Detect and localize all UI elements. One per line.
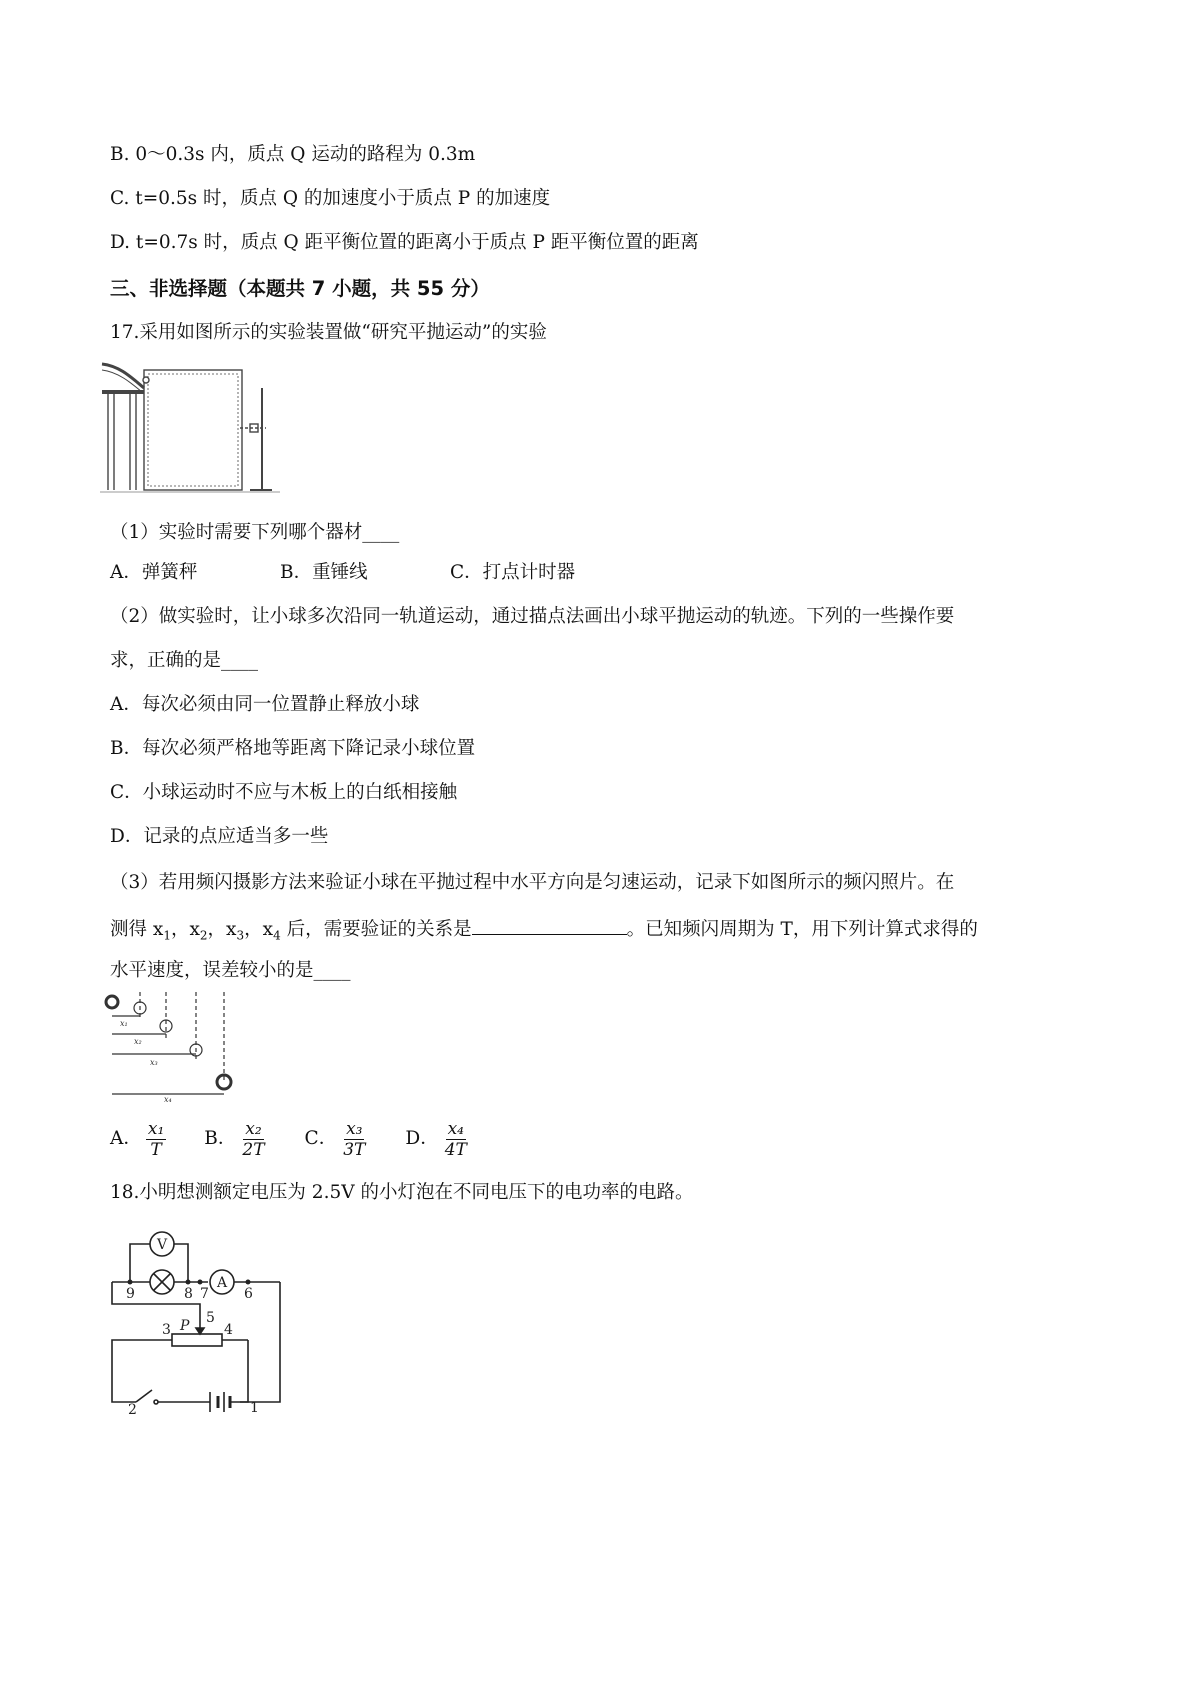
fraction-d: $\frac{\text{x₄}}{4T}$ — [444, 1118, 467, 1160]
option-a-letter: A． — [110, 1128, 142, 1149]
option-c-letter: C． — [304, 1128, 338, 1149]
q18-stem: 18.小明想测额定电压为 2.5V 的小灯泡在不同电压下的电功率的电路。 — [110, 1182, 694, 1203]
q17-part2-stem-line2: 求，正确的是____ — [110, 650, 259, 671]
q17-part2-option-d: D．记录的点应适当多一些 — [110, 826, 329, 847]
option-d-letter: D． — [405, 1128, 439, 1149]
q17-part1-options — [110, 560, 575, 586]
fraction-b: $\frac{\text{x₂}}{2T}$ — [242, 1118, 265, 1160]
option-d-prev: D. t=0.7s 时，质点 Q 距平衡位置的距离小于质点 P 距平衡位置的距离 — [110, 232, 699, 253]
node-3: 3 — [162, 1322, 171, 1338]
section-heading: 三、非选择题（本题共 7 小题，共 55 分） — [110, 277, 490, 300]
rheostat — [172, 1334, 222, 1346]
option-b-prev: B. 0～0.3s 内，质点 Q 运动的路程为 0.3m — [110, 144, 476, 165]
option-b: B．重锤线 — [280, 562, 368, 583]
q17-part3-line2: 测得 $x_1$，$x_2$，$x_3$，$x_4$ 后，需要验证的关系是 。已知频闪周期为 T，用下列计算式求得的 — [110, 914, 978, 949]
node-1: 1 — [250, 1400, 259, 1414]
q17-part2-stem-line1: （2）做实验时，让小球多次沿同一轨道运动，通过描点法画出小球平抛运动的轨迹。下列的一些操作要 — [110, 606, 955, 627]
label-x2: x₂ — [134, 1037, 142, 1046]
q17-part2-option-b: B．每次必须严格地等距离下降记录小球位置 — [110, 738, 476, 759]
wooden-board — [144, 370, 242, 490]
q17-part3-line1: （3）若用频闪摄影方法来验证小球在平抛过程中水平方向是匀速运动，记录下如图所示的频闪照片。在 — [110, 872, 955, 893]
circuit-figure — [100, 1224, 300, 1414]
label-x4: x₄ — [164, 1095, 172, 1102]
q17-part3-line3: 水平速度，误差较小的是____ — [110, 960, 351, 981]
node-6: 6 — [244, 1286, 253, 1302]
answer-blank — [472, 914, 627, 935]
q17-part2-option-c: C．小球运动时不应与木板上的白纸相接触 — [110, 782, 458, 803]
switch — [136, 1390, 152, 1402]
slider-label: P — [180, 1318, 190, 1334]
node-5: 5 — [206, 1310, 215, 1326]
node-8: 8 — [184, 1286, 193, 1302]
apparatus-figure — [100, 358, 320, 498]
ball-0 — [106, 996, 118, 1008]
q17-part1-stem: （1）实验时需要下列哪个器材____ — [110, 522, 400, 543]
option-b-letter: B． — [204, 1128, 237, 1149]
node-7: 7 — [200, 1286, 209, 1302]
label-x1: x₁ — [120, 1019, 128, 1028]
option-c-prev: C. t=0.5s 时，质点 Q 的加速度小于质点 P 的加速度 — [110, 188, 551, 209]
strobe-figure — [100, 990, 250, 1102]
q17-stem: 17.采用如图所示的实验装置做“研究平抛运动”的实验 — [110, 322, 547, 343]
node-2: 2 — [128, 1402, 137, 1414]
curved-track — [102, 364, 144, 388]
fraction-a: $\frac{\text{x₁}}{T}$ — [147, 1118, 165, 1160]
fraction-c: $\frac{\text{x₃}}{3T}$ — [343, 1118, 366, 1160]
ammeter-label: A — [217, 1275, 228, 1291]
option-c: C．打点计时器 — [450, 562, 576, 583]
voltmeter-label: V — [157, 1237, 168, 1253]
q17-part2-option-a: A．每次必须由同一位置静止释放小球 — [110, 694, 420, 715]
node-4: 4 — [224, 1322, 233, 1338]
q17-part3-options — [110, 1114, 473, 1164]
label-x3: x₃ — [150, 1058, 158, 1067]
node-9: 9 — [126, 1286, 135, 1302]
option-a: A．弹簧秤 — [110, 562, 198, 583]
